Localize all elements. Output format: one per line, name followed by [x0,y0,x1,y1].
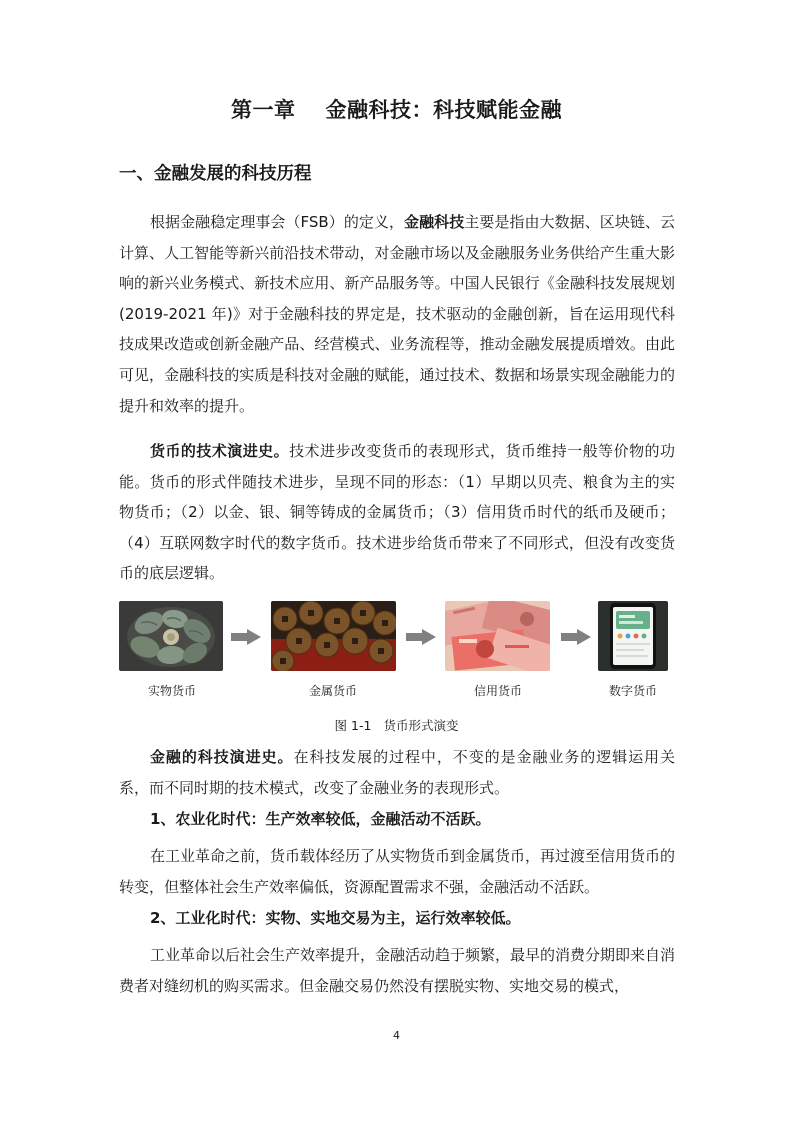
chapter-name: 金融科技：科技赋能金融 [325,98,562,122]
section-title: 一、金融发展的科技历程 [119,164,312,184]
p3-bold-lead: 金融的科技演进史。 [150,748,294,766]
p1-text-a: 根据金融稳定理事会（FSB）的定义， [150,213,405,231]
subheading-agricultural-era: 1、农业化时代：生产效率较低，金融活动不活跃。 [150,810,491,828]
p2-text: 技术进步改变货币的表现形式，货币维持一般等价物的功能。货币的形式伴随技术进步，呈现不同的形态：（1）早期以贝壳、粮食为主的实物货币；（2）以金、银、铜等铸成的金属货币；（3）信用货币时代的纸币及硬币；（4）互联网数字时代的数字货币。技术进步给货币带来了不同形式，但没有改变货币的底层逻辑。 [119,442,675,583]
arrow-right-icon [231,629,261,645]
currency-figure [0,601,793,673]
subheading-industrial-era: 2、工业化时代：实物、实地交易为主，运行效率较低。 [150,909,521,927]
commodity-money-image [119,601,223,671]
figure-number: 图 1-1 [334,718,372,733]
metal-money-image [271,601,396,671]
figure-caption-text: 货币形式演变 [383,718,459,733]
p2-bold-lead: 货币的技术演进史。 [150,442,290,460]
credit-money-image [445,601,550,671]
chapter-number: 第一章 [231,98,296,122]
paragraph-industrial-era: 工业革命以后社会生产效率提升，金融活动趋于频繁，最早的消费分期即来自消费者对缝纫机的购买需求。但金融交易仍然没有摆脱实物、实地交易的模式， [119,946,676,995]
paragraph-finance-tech-evolution [119,742,675,803]
paragraph-agricultural-era: 在工业革命之前，货币载体经历了从实物货币到金属货币，再过渡至信用货币的转变，但整体社会生产效率偏低，资源配置需求不强，金融活动不活跃。 [119,847,676,896]
paragraph-fintech-definition [119,207,675,421]
label-digital-money: 数字货币 [608,684,657,698]
p1-bold-term: 金融科技 [404,213,465,231]
figure-caption [0,716,793,734]
arrow-right-icon [561,629,591,645]
page-number: 4 [393,1029,400,1042]
p3-text: 在科技发展的过程中，不变的是金融业务的逻辑运用关系，而不同时期的技术模式，改变了金融业务的表现形式。 [119,748,675,797]
digital-money-image [598,601,668,671]
chapter-title [0,94,793,124]
label-commodity-money: 实物货币 [147,684,196,698]
label-credit-money: 信用货币 [473,684,522,698]
p1-text-b: 主要是指由大数据、区块链、云计算、人工智能等新兴前沿技术带动，对金融市场以及金融服务业务供给产生重大影响的新兴业务模式、新技术应用、新产品服务等。中国人民银行《金融科技发展规划(2019-2021 年)》对于金融科技的界定是，技术驱动的金融创新，旨在运用现代科技成果改造或创新金融产品、经营模式、业务流程等，推动金融发展提质增效。由此可见，金融科技的实质是科技对金融的赋能，通过技术、数据和场景实现金融能力的提升和效率的提升。 [119,213,675,415]
label-metal-money: 金属货币 [308,684,357,698]
paragraph-currency-evolution [119,436,675,589]
arrow-right-icon [406,629,436,645]
